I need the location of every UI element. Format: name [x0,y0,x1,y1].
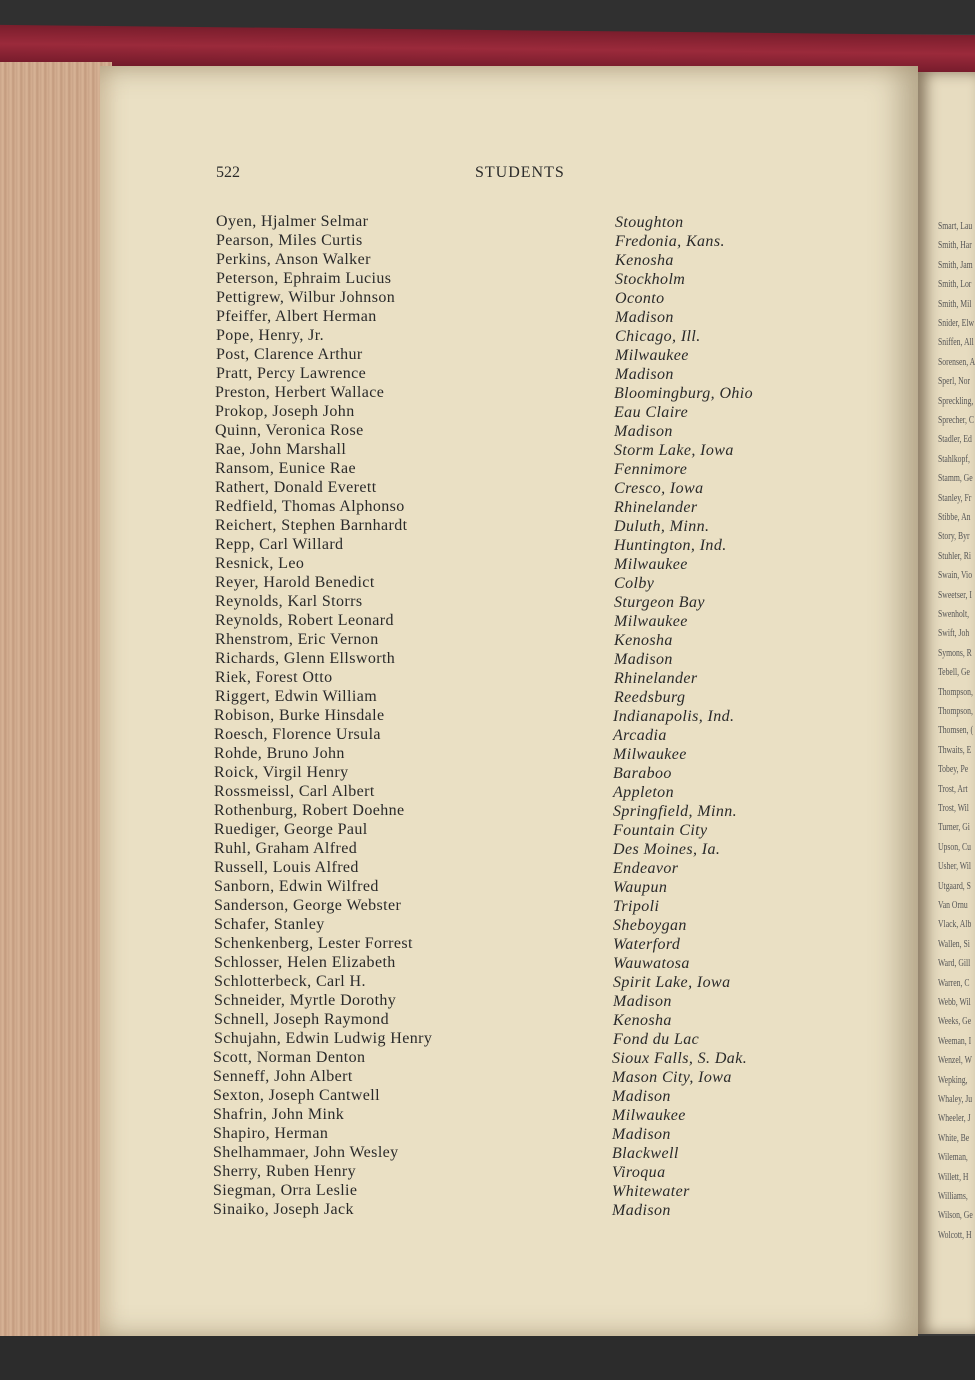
facing-page-text: Webb, Wil [938,996,971,1008]
student-name: Sexton, Joseph Cantwell [213,1087,380,1104]
student-hometown: Kenosha [615,252,674,269]
facing-page-text: Stamm, Ge [938,472,973,485]
student-name: Schafer, Stanley [214,916,325,933]
facing-page-text: Ward, Gill [938,957,971,970]
student-name: Sherry, Ruben Henry [213,1163,356,1180]
running-head: STUDENTS [475,164,565,181]
student-name: Reyer, Harold Benedict [215,574,375,591]
student-name: Sinaiko, Joseph Jack [213,1201,354,1218]
student-hometown: Springfield, Minn. [613,803,738,820]
facing-page-text: Weeks, Ge [938,1015,972,1028]
student-name: Ruediger, George Paul [214,821,368,838]
student-hometown: Sioux Falls, S. Dak. [612,1050,748,1067]
student-hometown: Endeavor [613,860,679,877]
facing-page-text: Stanley, Fr [938,491,972,504]
student-hometown: Milwaukee [614,556,688,573]
student-hometown: Blackwell [612,1145,679,1162]
student-name: Rathert, Donald Everett [215,479,377,496]
facing-page-text: Usher, Wil [938,860,972,873]
facing-page-text: Wenzel, W [938,1054,972,1067]
student-name: Post, Clarence Arthur [216,346,363,363]
student-name: Pope, Henry, Jr. [216,327,325,344]
student-name: Pearson, Miles Curtis [216,232,363,249]
student-name: Shafrin, John Mink [213,1106,345,1123]
facing-page-text: Trost, Wil [938,802,969,814]
student-hometown: Whitewater [612,1183,690,1200]
student-hometown: Baraboo [613,765,672,782]
student-name: Richards, Glenn Ellsworth [215,650,396,667]
student-hometown: Madison [615,366,674,383]
facing-page-text: Swift, Joh [938,627,970,640]
facing-page-text: Warren, C [938,976,970,989]
student-name: Senneff, John Albert [213,1068,353,1085]
student-name: Peterson, Ephraim Lucius [216,270,392,287]
student-name: Rhenstrom, Eric Vernon [215,631,379,648]
facing-page-text: Symons, R [938,646,972,659]
student-hometown: Huntington, Ind. [614,537,727,554]
student-name: Scott, Norman Denton [213,1049,366,1066]
facing-page-text: Upson, Cu [938,840,971,853]
student-name: Roick, Virgil Henry [214,764,349,781]
student-hometown: Cresco, Iowa [614,480,704,497]
facing-page-text: Utgaard, S [938,879,971,892]
student-name: Shelhammaer, John Wesley [213,1144,399,1161]
student-name: Russell, Louis Alfred [214,859,359,876]
student-name: Sanderson, George Webster [214,897,402,914]
facing-page-text: Smith, Lor [938,278,972,291]
student-name: Preston, Herbert Wallace [215,384,385,401]
student-hometown: Kenosha [614,632,673,649]
facing-page-text: Smith, Jam [938,258,973,271]
facing-page-text: Wilson, Ge [938,1209,973,1222]
student-hometown: Spirit Lake, Iowa [613,974,731,991]
student-hometown: Rhinelander [614,670,698,687]
scan-background-bottom [0,1336,975,1380]
facing-page-text: Spreckling, [938,394,974,407]
student-hometown: Milwaukee [614,613,688,630]
student-name: Schenkenberg, Lester Forrest [214,935,413,952]
facing-page-text: Wallen, Si [938,937,970,950]
student-hometown: Waterford [613,936,681,953]
facing-page-text: Story, Byr [938,530,970,543]
student-name: Redfield, Thomas Alphonso [215,498,405,515]
facing-page-text: Thwaits, E [938,743,972,756]
facing-page-text: Stuhler, Ri [938,549,972,562]
facing-page-text: Sweetser, I [938,588,972,601]
student-hometown: Madison [613,993,672,1010]
student-name: Ruhl, Graham Alfred [214,840,358,857]
student-name: Rae, John Marshall [215,441,347,458]
student-hometown: Des Moines, Ia. [613,841,721,858]
student-hometown: Oconto [615,290,665,307]
facing-page-text: Turner, Gi [938,821,970,834]
facing-page-text: Wepking, [938,1073,968,1086]
facing-page-text: Tobey, Pe [938,763,969,776]
student-hometown: Madison [612,1088,671,1105]
student-name: Rossmeissl, Carl Albert [214,783,375,800]
student-hometown: Kenosha [613,1012,672,1029]
student-hometown: Madison [612,1126,671,1143]
student-name: Reynolds, Robert Leonard [215,612,394,629]
student-hometown: Indianapolis, Ind. [613,708,735,725]
facing-page-text: Smith, Har [938,239,972,252]
student-name: Pettigrew, Wilbur Johnson [216,289,396,306]
student-hometown: Fond du Lac [613,1031,700,1048]
student-hometown: Madison [615,309,674,326]
student-hometown: Reedsburg [614,689,686,706]
facing-page-text: Trost, Art [938,782,968,795]
student-hometown: Milwaukee [613,746,687,763]
student-name: Schlosser, Helen Elizabeth [214,954,396,971]
facing-page-text: Williams, [938,1190,968,1202]
facing-page-text: Stahlkopf, [938,452,970,465]
student-hometown: Madison [614,651,673,668]
student-name: Siegman, Orra Leslie [213,1182,358,1199]
facing-page-text: Thomsen, ( [938,724,974,737]
student-hometown: Milwaukee [612,1107,686,1124]
student-hometown: Stockholm [615,271,686,288]
student-name: Pfeiffer, Albert Herman [216,308,377,325]
student-hometown: Milwaukee [615,347,689,364]
student-hometown: Eau Claire [614,404,689,421]
facing-page-text: Van Ornu [938,899,968,911]
facing-page-text: Weeman, I [938,1034,972,1047]
student-hometown: Tripoli [613,898,660,915]
student-name: Schlotterbeck, Carl H. [214,973,366,990]
student-hometown: Bloomingburg, Ohio [614,385,754,402]
student-name: Pratt, Percy Lawrence [216,365,367,382]
student-hometown: Sheboygan [613,917,687,934]
facing-page-text: Sniffen, All [938,336,974,349]
facing-page-text: Stadler, Ed [938,433,972,446]
student-hometown: Mason City, Iowa [612,1069,732,1086]
student-hometown: Viroqua [612,1164,666,1181]
facing-page-text: Tebell, Ge [938,666,970,679]
facing-page-text: Swenholt, [938,608,970,620]
facing-page-text: Stibbe, An [938,511,971,523]
student-hometown: Colby [614,575,655,592]
student-hometown: Arcadia [613,727,667,744]
student-name: Reynolds, Karl Storrs [215,593,363,610]
student-name: Rohde, Bruno John [214,745,345,762]
facing-page-text: Willett, H [938,1170,969,1183]
student-hometown: Storm Lake, Iowa [614,442,734,459]
facing-page-text: Thompson, [938,705,973,717]
student-name: Shapiro, Herman [213,1125,329,1142]
facing-page-text: Wheeler, J [938,1112,971,1125]
student-hometown: Sturgeon Bay [614,594,705,611]
facing-page-text: Wolcott, H [938,1228,972,1241]
student-hometown: Fredonia, Kans. [615,233,725,250]
facing-page-text: Sperl, Nor [938,375,971,388]
facing-page-text: Snider, Elw [938,317,975,329]
student-name: Schujahn, Edwin Ludwig Henry [214,1030,433,1047]
student-name: Roesch, Florence Ursula [214,726,381,743]
page-stack-edges [0,62,112,1340]
facing-page-text: Sorensen, A [938,355,975,368]
student-hometown: Wauwatosa [613,955,690,972]
facing-page-text: White, Be [938,1131,970,1144]
student-name: Rothenburg, Robert Doehne [214,802,405,819]
facing-page-text: Smart, Lau [938,220,973,232]
facing-page-text: Swain, Vio [938,569,973,582]
student-hometown: Chicago, Ill. [615,328,701,345]
student-name: Reichert, Stephen Barnhardt [215,517,408,534]
student-name: Riggert, Edwin William [215,688,378,705]
student-hometown: Fennimore [614,461,688,478]
student-name: Quinn, Veronica Rose [215,422,364,439]
student-hometown: Duluth, Minn. [614,518,710,535]
student-hometown: Waupun [613,879,668,896]
student-name: Resnick, Leo [215,555,305,572]
facing-page-text: Sprecher, C [938,414,975,426]
student-name: Repp, Carl Willard [215,536,344,553]
student-name: Sanborn, Edwin Wilfred [214,878,379,895]
student-hometown: Appleton [613,784,674,801]
student-hometown: Fountain City [613,822,708,839]
student-hometown: Madison [614,423,673,440]
student-name: Perkins, Anson Walker [216,251,371,268]
page-number: 522 [216,164,240,181]
student-name: Riek, Forest Otto [215,669,333,686]
student-hometown: Madison [612,1202,671,1219]
student-name: Ransom, Eunice Rae [215,460,356,477]
facing-page-fragment [918,72,975,1334]
facing-page-text: Smith, Mil [938,297,972,310]
facing-page-text: Wileman, [938,1151,968,1164]
facing-page-text: Thompson, [938,685,973,698]
facing-page-text: Vlack, Alb [938,918,972,931]
student-hometown: Rhinelander [614,499,698,516]
facing-page-text: Whaley, Ju [938,1093,973,1105]
student-name: Oyen, Hjalmer Selmar [216,213,369,230]
student-name: Robison, Burke Hinsdale [214,707,385,724]
student-hometown: Stoughton [615,214,684,231]
student-name: Schneider, Myrtle Dorothy [214,992,397,1009]
student-name: Schnell, Joseph Raymond [214,1011,389,1028]
student-name: Prokop, Joseph John [215,403,355,420]
